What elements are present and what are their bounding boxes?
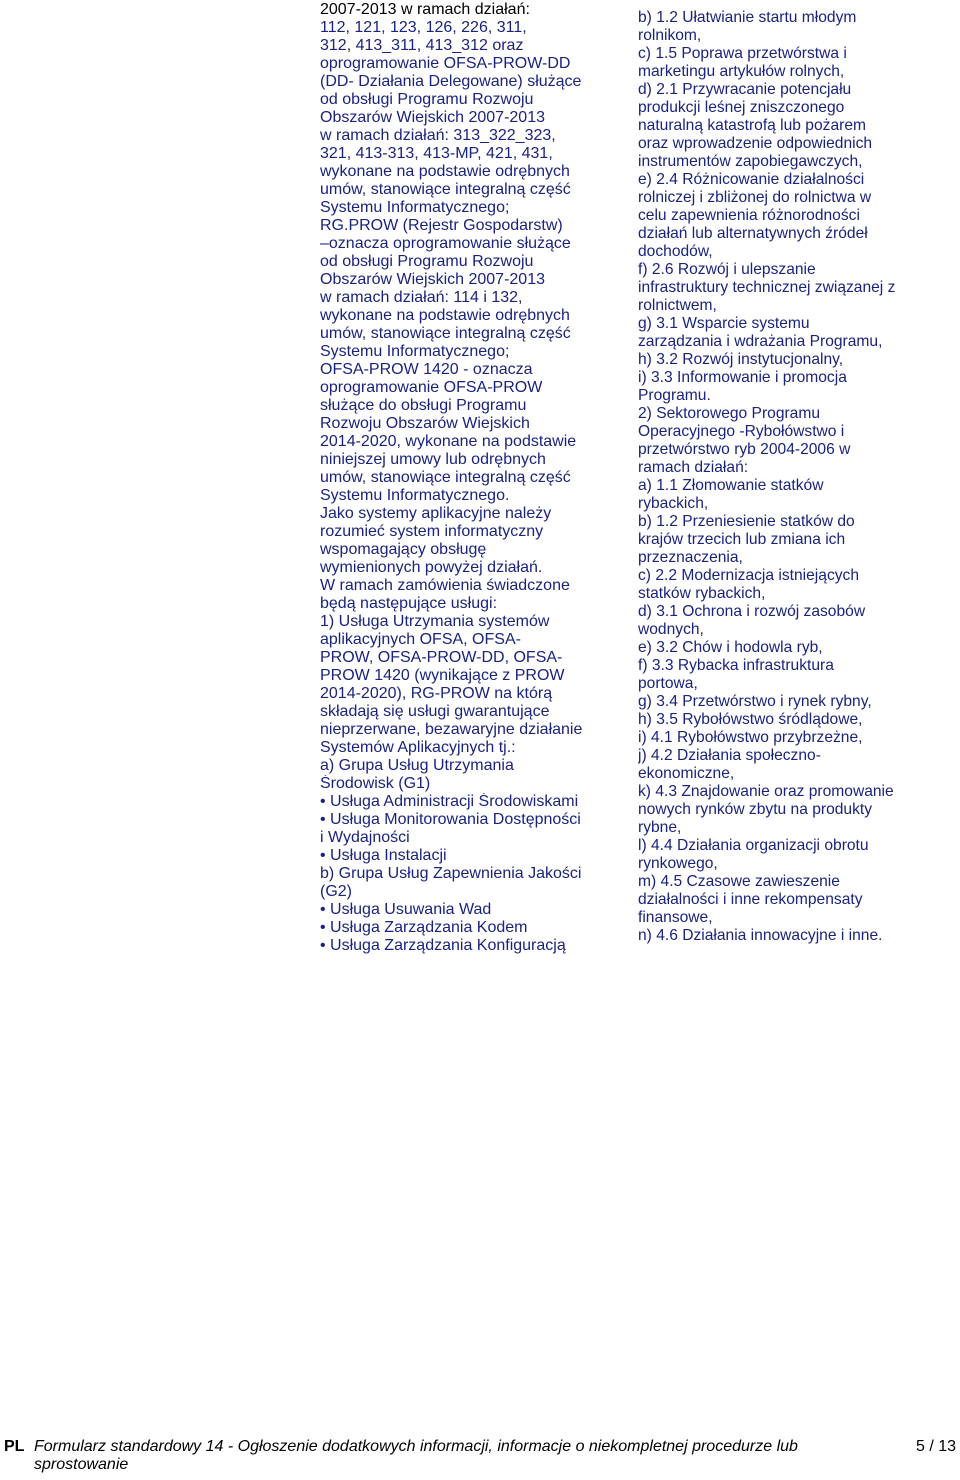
text-line: naturalną katastrofą lub pożarem <box>638 117 866 134</box>
text-line: PROW, OFSA-PROW-DD, OFSA- <box>320 649 563 666</box>
text-line: 312, 413_311, 413_312 oraz <box>320 37 524 54</box>
text-line: a) Grupa Usług Utrzymania <box>320 757 514 774</box>
text-line: b) 1.2 Przeniesienie statków do <box>638 513 855 530</box>
text-line: od obsługi Programu Rozwoju <box>320 91 534 108</box>
text-line: portowa, <box>638 675 698 692</box>
text-line: umów, stanowiące integralną część <box>320 181 571 198</box>
text-line: w ramach działań: 114 i 132, <box>320 289 523 306</box>
text-line: dochodów, <box>638 243 713 260</box>
text-line: Rozwoju Obszarów Wiejskich <box>320 415 530 432</box>
text-line: • Usługa Zarządzania Konfiguracją <box>320 937 566 954</box>
text-line: 1) Usługa Utrzymania systemów <box>320 613 550 630</box>
text-line: składają się usługi gwarantujące <box>320 703 550 720</box>
text-line: rybne, <box>638 819 682 836</box>
text-line: • Usługa Administracji Środowiskami <box>320 793 579 810</box>
text-line: wymienionych powyżej działań. <box>320 559 543 576</box>
text-line: rolnictwem, <box>638 297 717 314</box>
text-line: j) 4.2 Działania społeczno- <box>638 747 821 764</box>
text-line: c) 2.2 Modernizacja istniejących <box>638 567 860 584</box>
left-column <box>320 1 638 955</box>
text-line: g) 3.4 Przetwórstwo i rynek rybny, <box>638 693 872 710</box>
text-line: i) 3.3 Informowanie i promocja <box>638 369 847 386</box>
text-line: działalności i inne rekompensaty <box>638 891 863 908</box>
text-line: i Wydajności <box>320 829 410 846</box>
text-line: i) 4.1 Rybołówstwo przybrzeżne, <box>638 729 863 746</box>
text-line: służące do obsługi Programu <box>320 397 527 414</box>
text-line: rolniczej i zbliżonej do rolnictwa w <box>638 189 872 206</box>
text-line: f) 3.3 Rybacka infrastruktura <box>638 657 834 674</box>
text-line: przetwórstwo ryb 2004-2006 w <box>638 441 851 458</box>
text-line: Systemów Aplikacyjnych tj.: <box>320 739 516 756</box>
text-line: • Usługa Monitorowania Dostępności <box>320 811 581 828</box>
text-line: 112, 121, 123, 126, 226, 311, <box>320 19 527 36</box>
text-line: 2) Sektorowego Programu <box>638 405 821 422</box>
text-line: f) 2.6 Rozwój i ulepszanie <box>638 261 816 278</box>
text-line: nowych rynków zbytu na produkty <box>638 801 873 818</box>
text-line: (G2) <box>320 883 352 900</box>
text-line: l) 4.4 Działania organizacji obrotu <box>638 837 869 854</box>
text-line: Jako systemy aplikacyjne należy <box>320 505 552 522</box>
text-line: PROW 1420 (wynikające z PROW <box>320 667 565 684</box>
text-line: rolnikom, <box>638 27 702 44</box>
text-line: h) 3.5 Rybołówstwo śródlądowe, <box>638 711 863 728</box>
text-line: d) 3.1 Ochrona i rozwój zasobów <box>638 603 866 620</box>
text-line: • Usługa Zarządzania Kodem <box>320 919 528 936</box>
text-line: (DD- Działania Delegowane) służące <box>320 73 582 90</box>
text-line: e) 3.2 Chów i hodowla ryb, <box>638 639 823 656</box>
text-line: umów, stanowiące integralną część <box>320 469 571 486</box>
footer-page-number: 5 / 13 <box>915 1438 956 1455</box>
text-line: rozumieć system informatyczny <box>320 523 544 540</box>
text-line: Obszarów Wiejskich 2007-2013 <box>320 109 545 126</box>
text-line: m) 4.5 Czasowe zawieszenie <box>638 873 840 890</box>
text-line: infrastruktury technicznej związanej z <box>638 279 896 296</box>
text-line: b) 1.2 Ułatwianie startu młodym <box>638 9 857 26</box>
footer-form-title: Formularz standardowy 14 - Ogłoszenie dodatkowych informacji, informacje o niekompletnej procedurze lub sprostowanie <box>34 1438 798 1473</box>
text-line: instrumentów zapobiegawczych, <box>638 153 863 170</box>
text-line: wykonane na podstawie odrębnych <box>320 307 570 324</box>
text-line: • Usługa Usuwania Wad <box>320 901 492 918</box>
text-line: przeznaczenia, <box>638 549 743 566</box>
text-line: umów, stanowiące integralną część <box>320 325 571 342</box>
text-line: g) 3.1 Wsparcie systemu <box>638 315 810 332</box>
text-line: a) 1.1 Złomowanie statków <box>638 477 824 494</box>
text-line: n) 4.6 Działania innowacyjne i inne. <box>638 927 883 944</box>
text-line: 321, 413-313, 413-MP, 421, 431, <box>320 145 553 162</box>
text-line: marketingu artykułów rolnych, <box>638 63 845 80</box>
text-line: OFSA-PROW 1420 - oznacza <box>320 361 533 378</box>
text-line: W ramach zamówienia świadczone <box>320 577 570 594</box>
footer-language: PL <box>4 1438 25 1455</box>
text-line: e) 2.4 Różnicowanie działalności <box>638 171 865 188</box>
text-line: 2014-2020), RG-PROW na którą <box>320 685 553 702</box>
text-line: b) Grupa Usług Zapewnienia Jakości <box>320 865 582 882</box>
text-line: wspomagający obsługę <box>320 541 487 558</box>
text-line: RG.PROW (Rejestr Gospodarstw) <box>320 217 563 234</box>
text-line: zarządzania i wdrażania Programu, <box>638 333 883 350</box>
text-line: d) 2.1 Przywracanie potencjału <box>638 81 852 98</box>
text-line: h) 3.2 Rozwój instytucjonalny, <box>638 351 844 368</box>
text-line: oprogramowanie OFSA-PROW <box>320 379 543 396</box>
text-line: k) 4.3 Znajdowanie oraz promowanie <box>638 783 894 800</box>
text-line: wykonane na podstawie odrębnych <box>320 163 570 180</box>
text-line: nieprzerwane, bezawaryjne działanie <box>320 721 583 738</box>
text-line: oprogramowanie OFSA-PROW-DD <box>320 55 571 72</box>
text-line: Operacyjnego -Rybołówstwo i <box>638 423 845 440</box>
text-line: rybackich, <box>638 495 709 512</box>
text-line: Programu. <box>638 387 711 404</box>
text-line: od obsługi Programu Rozwoju <box>320 253 534 270</box>
text-line: celu zapewnienia różnorodności <box>638 207 860 224</box>
text-line: rynkowego, <box>638 855 718 872</box>
text-line: działań lub alternatywnych źródeł <box>638 225 868 242</box>
text-line: Systemu Informatycznego. <box>320 487 510 504</box>
text-line: –oznacza oprogramowanie służące <box>320 235 571 252</box>
text-line: c) 1.5 Poprawa przetwórstwa i <box>638 45 847 62</box>
text-line: 2007-2013 w ramach działań: <box>320 1 530 18</box>
text-line: Systemu Informatycznego; <box>320 199 510 216</box>
text-line: krajów trzecich lub zmiana ich <box>638 531 846 548</box>
text-line: wodnych, <box>638 621 704 638</box>
right-column <box>638 9 958 945</box>
text-line: finansowe, <box>638 909 713 926</box>
text-line: ekonomiczne, <box>638 765 735 782</box>
text-line: ramach działań: <box>638 459 749 476</box>
text-line: Obszarów Wiejskich 2007-2013 <box>320 271 545 288</box>
text-line: niniejszej umowy lub odrębnych <box>320 451 546 468</box>
text-line: statków rybackich, <box>638 585 766 602</box>
text-line: oraz wprowadzenie odpowiednich <box>638 135 873 152</box>
text-line: Systemu Informatycznego; <box>320 343 510 360</box>
text-line: Środowisk (G1) <box>320 775 431 792</box>
text-line: w ramach działań: 313_322_323, <box>320 127 556 144</box>
text-line: 2014-2020, wykonane na podstawie <box>320 433 577 450</box>
text-line: aplikacyjnych OFSA, OFSA- <box>320 631 521 648</box>
text-line: produkcji leśnej zniszczonego <box>638 99 845 116</box>
text-line: będą następujące usługi: <box>320 595 498 612</box>
text-line: • Usługa Instalacji <box>320 847 447 864</box>
